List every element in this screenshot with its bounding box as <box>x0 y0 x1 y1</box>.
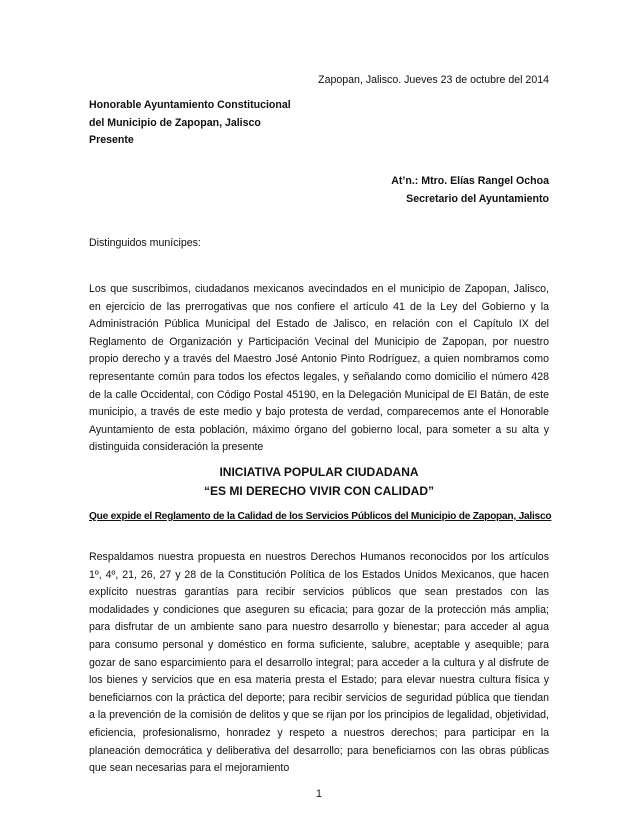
document-title: INICIATIVA POPULAR CIUDADANA <box>219 465 419 479</box>
attention-block <box>391 173 549 208</box>
page-number: 1 <box>316 788 322 800</box>
salutation: Distinguidos munícipes: <box>89 237 201 249</box>
addressee-line: Presente <box>89 134 134 147</box>
attention-line: At’n.: Mtro. Elías Rangel Ochoa <box>391 175 549 187</box>
addressee-block <box>89 97 291 150</box>
intro-paragraph: Los que suscribimos, ciudadanos mexicanos avecindados en el municipio de Zapopan, Jalisco, en ejercicio de las prerrogativas que nos confiere el artículo 41 de la Ley del Gobierno y la Administración Pública Municipal del Estado de Jalisco, en relación con el Capítulo IX del Reglamento de Organización y Participación Vecinal del Municipio de Zapopan, por nuestro propio derecho y a través del Maestro José Antonio Pinto Rodríguez, a quien nombramos como representante común para todos los efectos legales, y señalando como domicilio el número 428 de la calle Occidental, con Código Postal 45190, en la Delegación Municipal de El Batán, de este municipio, a través de este medio y bajo protesta de verdad, comparecemos ante el Honorable Ayuntamiento de esta población, máximo órgano del gobierno local, para someter a su alta y distinguida consideración la presente <box>89 283 549 454</box>
date-line: Zapopan, Jalisco. Jueves 23 de octubre del 2014 <box>318 74 549 86</box>
body-paragraph: Respaldamos nuestra propuesta en nuestros Derechos Humanos reconocidos por los artículos 1º, 4º, 21, 26, 27 y 28 de la Constitución Política de los Estados Unidos Mexicanos, que hacen explícito nuestras garantías para recibir servicios públicos que sean prestados con las modalidades y condiciones que aseguren su eficacia; para gozar de la protección más amplia; para disfrutar de un ambiente sano para nuestro desarrollo y bienestar; para acceder al agua para consumo personal y doméstico en forma suficiente, salubre, aceptable y asequible; para gozar de sano esparcimiento para el desarrollo integral; para acceder a la cultura y al disfrute de los bienes y servicios que en esa materia presta el Estado; para elevar nuestra cultura física y beneficiarnos con la práctica del deporte; para recibir servicios de seguridad pública que tiendan a la prevención de la comisión de delitos y que se rijan por los principios de legalidad, objetividad, eficiencia, profesionalismo, honradez y respeto a nuestros derechos; para participar en la planeación democrática y deliberativa del desarrollo; para beneficiarnos con las obras públicas que sean necesarias para el mejoramiento <box>89 551 549 775</box>
addressee-line: Honorable Ayuntamiento Constitucional <box>89 99 291 111</box>
attention-line: Secretario del Ayuntamiento <box>406 192 549 205</box>
subject-line: Que expide el Reglamento de la Calidad de los Servicios Públicos del Municipio de Zapopan, Jalisco <box>89 511 552 522</box>
addressee-line: del Municipio de Zapopan, Jalisco <box>89 116 261 129</box>
document-subtitle: “ES MI DERECHO VIVIR CON CALIDAD” <box>203 484 434 498</box>
